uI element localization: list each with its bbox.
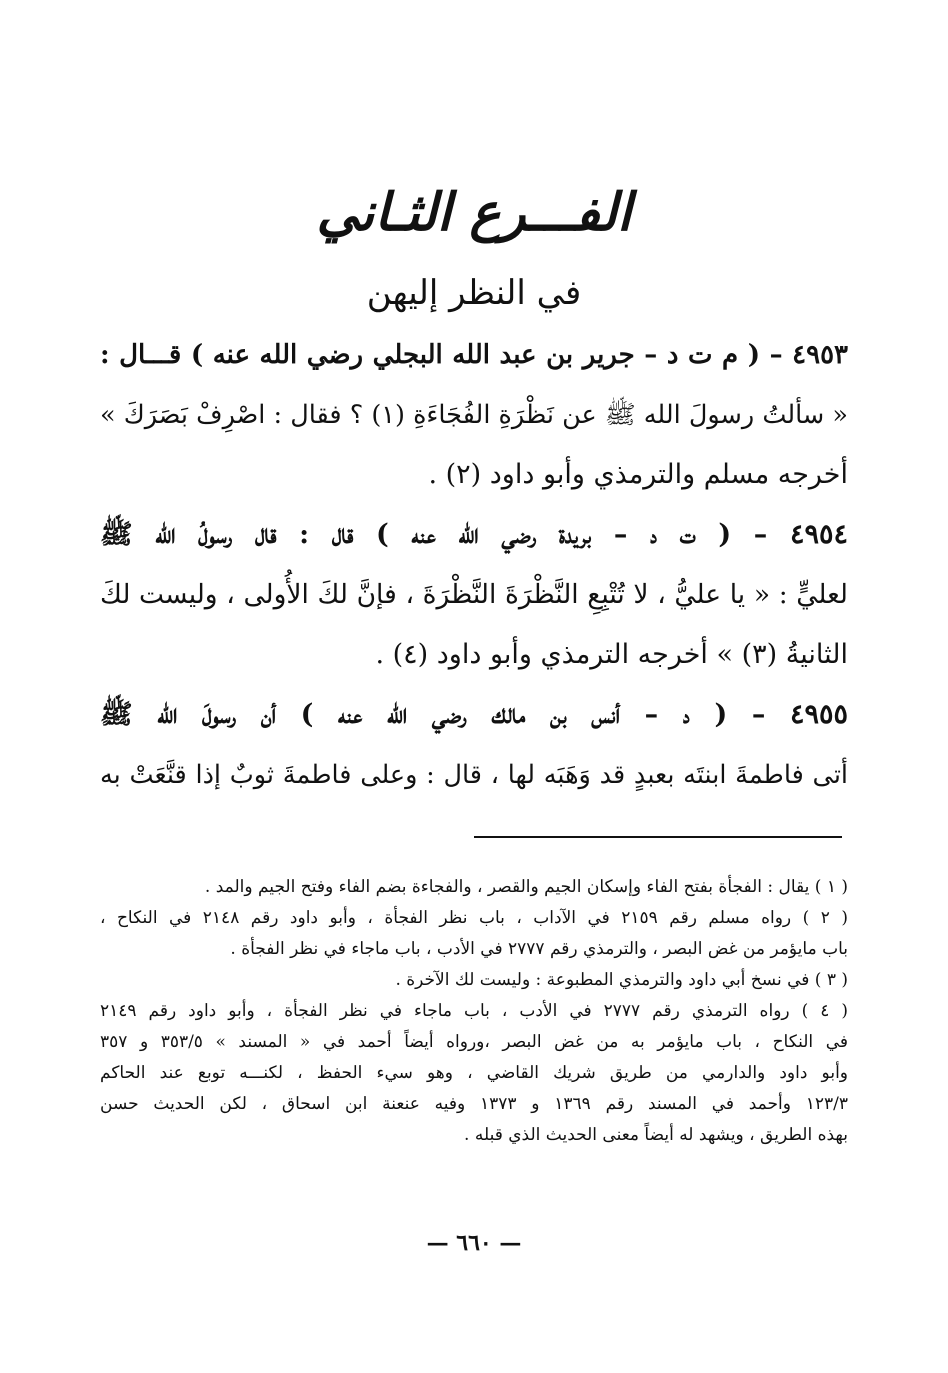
hadith-4955-heading: ٤٩٥٥ – ( د – أنس بن مالك رضي الله عنه ) أن رسولَ الله ﷺ (100, 699, 848, 730)
hadith-4953-text: « سألتُ رسولَ الله ﷺ عن نَظْرَةِ الفُجَاءَةِ (١) ؟ فقال : اصْرِفْ بَصَرَكَ » (100, 400, 848, 430)
footnote-4-continued: بهذه الطريق ، ويشهد له أيضاً معنى الحديث الذي قبله . (464, 1125, 848, 1145)
footnote-4-continued: في النكاح ، باب مايؤمر به من غض البصر ،ورواه أيضاً أحمد في « المسند » ٣٥٣/٥ و ٣٥٧ (100, 1032, 848, 1052)
hadith-4954-text: لعليٍّ : « يا عليُّ ، لا تُتْبِعِ النَّظْرَةَ النَّظْرَةَ ، فإنَّ لكَ الأُولى ، وليست لكَ (100, 579, 848, 610)
hadith-4954-heading: ٤٩٥٤ – ( ت د – بريدة رضي الله عنه ) قال : قال رسولُ الله ﷺ (100, 519, 848, 550)
footnote-4-continued: ١٢٣/٣ وأحمد في المسند رقم ١٣٦٩ و ١٣٧٣ وفيه عنعنة ابن اسحاق ، لكن الحديث حسن (100, 1094, 848, 1114)
footnote-4: ( ٤ ) رواه الترمذي رقم ٢٧٧٧ في الأدب ، باب ماجاء في نظر الفجأة ، وأبو داود رقم ٢١٤٩ (100, 1001, 848, 1021)
hadith-body (100, 325, 848, 805)
section-heading: الفـــرع الثـاني (316, 182, 632, 243)
hadith-4953-source: أخرجه مسلم والترمذي وأبو داود (٢) . (428, 459, 848, 490)
hadith-4955-text: أتى فاطمةَ ابنتَه بعبدٍ قد وَهَبَه لها ، قال : وعلى فاطمةَ ثوبٌ إذا قنَّعَتْ به (100, 760, 848, 790)
footnotes (100, 872, 848, 1151)
footnote-1: ( ١ ) يقال : الفجأة بفتح الفاء وإسكان الجيم والقصر ، والفجاءة بضم الفاء وفتح الجيم والمد . (204, 877, 848, 897)
footnote-2-continued: باب مايؤمر من غض البصر ، والترمذي رقم ٢٧٧٧ في الأدب ، باب ماجاء في نظر الفجأة . (230, 939, 848, 959)
hadith-4953-heading: ٤٩٥٣ – ( م ت د – جرير بن عبد الله البجلي رضي الله عنه ) قـــال : (100, 340, 848, 370)
section-subheading: في النظر إليهن (366, 273, 582, 313)
footnote-2: ( ٢ ) رواه مسلم رقم ٢١٥٩ في الآداب ، باب نظر الفجأة ، وأبو داود رقم ٢١٤٨ في النكاح ، (100, 908, 848, 928)
footnote-divider (474, 836, 842, 838)
footnote-4-continued: وأبو داود والدارمي من طريق شريك القاضي ، وهو سيء الحفظ ، لكنـــه توبع عند الحاكم (100, 1063, 848, 1083)
footnote-3: ( ٣ ) في نسخ أبي داود والترمذي المطبوعة : وليست لك الآخرة . (395, 970, 848, 990)
hadith-4954-source: الثانيةُ (٣) » أخرجه الترمذي وأبو داود (٤) . (375, 639, 848, 670)
page-number: — ٦٦٠ — (426, 1230, 522, 1256)
